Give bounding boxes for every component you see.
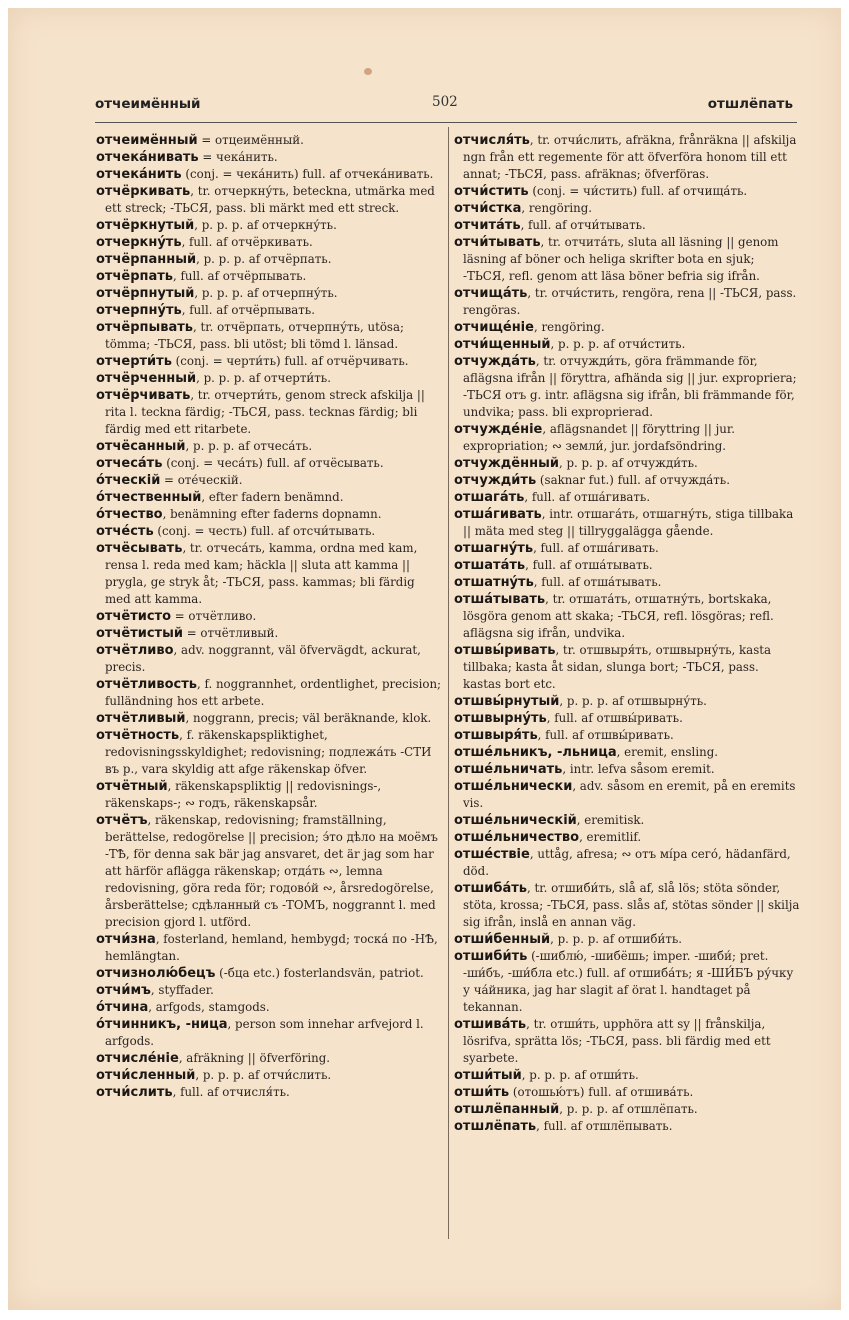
entry-definition: , person som innehar arfvejord l. arfgods. (105, 1017, 424, 1048)
entry-headword: отше́льничать (454, 762, 563, 777)
dictionary-entry (96, 965, 442, 982)
entry-definition: , tr. отчи́стить, rengöra, rena || -ТЬСЯ, pass. rengöras. (463, 286, 797, 317)
entry-definition: , p. p. p. af отчёрпать. (196, 252, 332, 266)
dictionary-entry (454, 642, 800, 693)
entry-definition: , tr. отшата́ть, отшатну́ть, bortskaka, lösgöra genom att skaka; -ТЬСЯ, refl. lösgöras; refl. aflägsna sig ifrån, undvika. (463, 592, 774, 640)
dictionary-entry (454, 1067, 800, 1084)
entry-definition: , arfgods, stamgods. (148, 1000, 270, 1014)
dictionary-entry (454, 948, 800, 1016)
entry-definition: , tr. отшвыря́ть, отшвырну́ть, kasta tillbaka; kasta åt sidan, slunga bort; -ТЬСЯ, pass. kastas bort etc. (463, 643, 772, 691)
entry-headword: отше́льничество (454, 830, 580, 845)
entry-headword: отчища́ть (454, 286, 528, 301)
dictionary-entry (454, 353, 800, 421)
entry-definition: , räkenskapspliktig || redovisnings-, räkenskaps-; ∾ годъ, räkenskapsår. (105, 779, 382, 810)
entry-definition: , p. p. p. af отшвырну́ть. (559, 694, 707, 708)
dictionary-entry (454, 506, 800, 540)
entry-headword: отчизнолю́бецъ (96, 966, 216, 981)
entry-definition: , full. af отчёрпывать. (173, 269, 307, 283)
column-divider (448, 127, 449, 1239)
entry-definition: , tr. отшиби́ть, slå af, slå lös; stöta sönder, stöta, krossa; -ТЬСЯ, pass. slås af, stötas sönder || skilja sig ifrån, inslå en annan väg. (463, 881, 800, 929)
entry-definition: , aflägsnandet || föryttring || jur. expropriation; ∾ земли́, jur. jordafsöndring. (463, 422, 735, 453)
dictionary-entry (454, 761, 800, 778)
page-number: 502 (432, 94, 458, 110)
entry-headword: отчеса́ть (96, 456, 163, 471)
entry-headword: отчи́мъ (96, 983, 151, 998)
entry-headword: о́тчина (96, 1000, 149, 1015)
entry-definition: , full. af отша́гивать. (533, 541, 659, 555)
dictionary-entry (96, 523, 442, 540)
entry-headword: отчёркнутый (96, 218, 195, 233)
entry-definition: , tr. отчёрпать, отчерпну́ть, utösa; tömma; -ТЬСЯ, pass. bli utöst; bli tömd l. länsad. (105, 320, 404, 351)
dictionary-entry (454, 693, 800, 710)
entry-definition: , tr. отчи́слить, afräkna, frånräkna || afskilja ngn från ett regemente för att öfverföra honom till ett annat; -ТЬСЯ, pass. afräknas; öfverföras. (463, 133, 797, 181)
entry-definition: , p. p. p. af отчи́слить. (195, 1068, 332, 1082)
entry-headword: отчётливость (96, 677, 197, 692)
dictionary-entry (454, 557, 800, 574)
entry-definition: , styffader. (150, 983, 214, 997)
dictionary-entry (96, 812, 442, 931)
entry-definition: = оте́ческій. (160, 473, 243, 487)
entry-headword: отчёрпывать (96, 320, 194, 335)
dictionary-entry (96, 999, 442, 1016)
entry-definition: , full. af отчисля́ть. (172, 1085, 290, 1099)
entry-definition: (saknar fut.) full. af отчужда́ть. (536, 473, 730, 487)
dictionary-entry (454, 1118, 800, 1135)
entry-headword: отчужда́ть (454, 354, 536, 369)
entry-headword: отше́льникъ, -льница (454, 745, 617, 760)
dictionary-entry (454, 846, 800, 880)
dictionary-entry (96, 166, 442, 183)
dictionary-entry (96, 132, 442, 149)
entry-headword: отшагну́ть (454, 541, 534, 556)
entry-headword: отчёрпанный (96, 252, 197, 267)
entry-headword: отчётливо (96, 643, 174, 658)
entry-definition: , f. räkenskapspliktighet, redovisningsskyldighet; redovisning; подлежа́ть -СТИ въ р., vara skyldig att afge räkenskap öfver. (105, 728, 432, 776)
entry-definition: , full. af отшвы́ривать. (546, 711, 683, 725)
dictionary-entry (454, 778, 800, 812)
entry-headword: отши́ть (454, 1085, 510, 1100)
entry-definition: , rengöring. (533, 320, 605, 334)
dictionary-entry (96, 1016, 442, 1050)
dictionary-entry (96, 387, 442, 438)
dictionary-entry (96, 540, 442, 608)
entry-headword: отчи́стить (454, 184, 529, 199)
dictionary-entry (454, 540, 800, 557)
entry-definition: (conj. = честь) full. af отсчи́тывать. (153, 524, 376, 538)
header-left-guideword: отчеимённый (95, 96, 201, 112)
entry-definition: , p. p. p. af отчерти́ть. (196, 371, 331, 385)
entry-definition: , full. af отчёркивать. (181, 235, 313, 249)
dictionary-entry (454, 591, 800, 642)
dictionary-entry (96, 251, 442, 268)
entry-headword: о́тческій (96, 473, 161, 488)
entry-headword: отше́ствіе (454, 847, 530, 862)
entry-headword: отчерти́ть (96, 354, 172, 369)
entry-definition: , fosterland, hemland, hembygd; тоска́ по -НѢ, hemlängtan. (105, 932, 438, 963)
entry-definition: , adv. såsom en eremit, på en eremits vis. (463, 779, 796, 810)
entry-headword: отша́гивать (454, 507, 542, 522)
entry-headword: отчёсывать (96, 541, 183, 556)
entry-headword: отчеркну́ть (96, 235, 182, 250)
entry-headword: отчерпну́ть (96, 303, 182, 318)
entry-headword: отши́бенный (454, 932, 551, 947)
entry-headword: отчека́нить (96, 167, 182, 182)
entry-headword: отша́тывать (454, 592, 546, 607)
entry-definition: (conj. = чека́нить) full. af отчека́нивать. (181, 167, 434, 181)
entry-headword: отшвы́ривать (454, 643, 556, 658)
entry-definition: , full. af отша́гивать. (524, 490, 651, 504)
entry-definition: , tr. отчерти́ть, genom streck afskilja || rita l. teckna färdig; -ТЬСЯ, pass. tecknas färdig; bli färdig med ett ritarbete. (105, 388, 425, 436)
entry-headword: отшатну́ть (454, 575, 534, 590)
entry-headword: отчётистый (96, 626, 183, 641)
dictionary-entry (96, 608, 442, 625)
entry-definition: , intr. отшага́ть, отшагну́ть, stiga tillbaka || mäta med steg || tillryggalägga gående. (463, 507, 794, 538)
entry-definition: , tr. отчеркну́ть, beteckna, utmärka med ett streck; -ТЬСЯ, pass. bli märkt med ett streck. (105, 184, 435, 215)
dictionary-entry (454, 744, 800, 761)
entry-definition: = отцеимённый. (197, 133, 304, 147)
dictionary-entry (454, 489, 800, 506)
dictionary-entry (96, 710, 442, 727)
dictionary-entry (454, 200, 800, 217)
entry-headword: отшлёпанный (454, 1102, 560, 1117)
dictionary-entry (454, 574, 800, 591)
entry-definition: , tr. отчеса́ть, kamma, ordna med kam, rensa l. reda med kam; häckla || sluta att kamma || prygla, ge stryk åt; -ТЬСЯ, pass. kammas; bli färdig med att kamma. (105, 541, 418, 606)
dictionary-entry (96, 234, 442, 251)
entry-headword: отшага́ть (454, 490, 525, 505)
entry-definition: , eremit, ensling. (616, 745, 719, 759)
entry-definition: , uttåg, afresa; ∾ отъ мíра сего́, hädanfärd, död. (463, 847, 791, 878)
entry-headword: отчёрпнутый (96, 286, 195, 301)
dictionary-entry (96, 183, 442, 217)
dictionary-entry (454, 931, 800, 948)
entry-definition: , eremitisk. (576, 813, 645, 827)
entry-headword: отчеимённый (96, 133, 198, 148)
dictionary-entry (96, 625, 442, 642)
entry-definition: , tr. отчужди́ть, göra främmande för, aflägsna ifrån || föryttra, afhända sig || jur. expropriera; -ТЬСЯ отъ g. intr. aflägsna sig ifrån, bli främmande för, undvika; pass. bli exproprierad. (463, 354, 797, 419)
dictionary-entry (96, 353, 442, 370)
dictionary-entry (96, 319, 442, 353)
dictionary-entry (96, 982, 442, 999)
entry-headword: отчи́тывать (454, 235, 541, 250)
entry-definition: = отчётливо. (171, 609, 257, 623)
entry-headword: отчужде́ніе (454, 422, 543, 437)
entry-headword: отче́сть (96, 524, 154, 539)
entry-definition: (conj. = чеса́ть) full. af отчёсывать. (162, 456, 384, 470)
entry-definition: , full. af отчёрпывать. (181, 303, 315, 317)
dictionary-entry (454, 319, 800, 336)
entry-definition: , p. p. p. af отши́ть. (521, 1068, 639, 1082)
entry-headword: отчёсанный (96, 439, 186, 454)
dictionary-entry (454, 234, 800, 285)
dictionary-entry (96, 1050, 442, 1067)
entry-headword: отши́тый (454, 1068, 522, 1083)
entry-definition: , intr. lefva såsom eremit. (562, 762, 715, 776)
entry-definition: , p. p. p. af отчеркну́ть. (194, 218, 337, 232)
entry-headword: отчи́сленный (96, 1068, 196, 1083)
dictionary-entry (96, 302, 442, 319)
entry-definition: , full. af отша́тывать. (533, 575, 662, 589)
paper-stain (364, 68, 372, 75)
dictionary-entry (96, 778, 442, 812)
entry-headword: отшата́ть (454, 558, 526, 573)
entry-headword: отчёрченный (96, 371, 197, 386)
dictionary-entry (96, 489, 442, 506)
entry-headword: отшива́ть (454, 1017, 527, 1032)
dictionary-entry (96, 1067, 442, 1084)
dictionary-entry (96, 217, 442, 234)
entry-headword: отчи́щенный (454, 337, 551, 352)
dictionary-entry (96, 642, 442, 676)
dictionary-entry (454, 336, 800, 353)
entry-definition: = чека́нить. (198, 150, 278, 164)
dictionary-entry (454, 812, 800, 829)
entry-headword: отше́льнически (454, 779, 573, 794)
entry-headword: отчужди́ть (454, 473, 537, 488)
dictionary-entry (454, 1101, 800, 1118)
right-column (454, 132, 800, 1135)
entry-definition: , eremitlif. (579, 830, 642, 844)
entry-definition: , full. af отша́тывать. (525, 558, 653, 572)
entry-definition: (-бца etc.) fosterlandsvän, patriot. (215, 966, 424, 980)
dictionary-entry (454, 217, 800, 234)
entry-definition: , benämning efter faderns dopnamn. (162, 507, 382, 521)
entry-headword: отчёрчивать (96, 388, 191, 403)
entry-definition: , efter fadern benämnd. (201, 490, 344, 504)
entry-definition: , full. af отшлёпывать. (536, 1119, 673, 1133)
entry-headword: отчи́слить (96, 1085, 173, 1100)
entry-definition: , p. p. p. af отшлёпать. (559, 1102, 698, 1116)
entry-headword: отчётность (96, 728, 180, 743)
dictionary-entry (454, 829, 800, 846)
entry-definition: (conj. = чи́стить) full. af отчища́ть. (528, 184, 748, 198)
dictionary-entry (454, 880, 800, 931)
dictionary-entry (96, 472, 442, 489)
left-column (96, 132, 442, 1101)
entry-headword: отчисле́ніе (96, 1051, 179, 1066)
entry-definition: , full. af отшвы́ривать. (537, 728, 674, 742)
dictionary-entry (96, 370, 442, 387)
entry-headword: отчётный (96, 779, 168, 794)
dictionary-entry (96, 149, 442, 166)
dictionary-entry (96, 931, 442, 965)
dictionary-entry (454, 183, 800, 200)
dictionary-entry (96, 285, 442, 302)
dictionary-entry (454, 455, 800, 472)
entry-definition: (conj. = черти́ть) full. af отчёрчивать. (171, 354, 409, 368)
dictionary-entry (96, 1084, 442, 1101)
entry-definition: , p. p. p. af отчи́стить. (550, 337, 686, 351)
dictionary-entry (96, 268, 442, 285)
entry-definition: (отошью́тъ) full. af отшива́ть. (509, 1085, 694, 1099)
dictionary-entry (454, 472, 800, 489)
entry-definition: , räkenskap, redovisning; framställning, berättelse, redogörelse || precision; э́то дѣло на моёмъ -ТѢ, för denna sak bär jag ansvaret, det är jag som har att härför aflägga räkenskap; отда́ть ∾, lemna redovisning, göra reda för; годово́й ∾, årsredogörelse, årsberättelse; сдѣланный съ -ТОМЪ, noggrannt l. med precision gjord l. utförd. (105, 813, 438, 929)
dictionary-entry (454, 421, 800, 455)
entry-definition: , f. noggrannhet, ordentlighet, precision; fulländning hos ett arbete. (105, 677, 442, 708)
entry-headword: отшвы́рнутый (454, 694, 560, 709)
dictionary-page (8, 8, 841, 1310)
entry-headword: отчуждённый (454, 456, 559, 471)
entry-headword: о́тчество (96, 507, 163, 522)
dictionary-entry (96, 455, 442, 472)
entry-headword: отше́льническій (454, 813, 577, 828)
entry-headword: отшвыря́ть (454, 728, 538, 743)
dictionary-entry (96, 438, 442, 455)
entry-headword: отчёрпать (96, 269, 174, 284)
entry-definition: , adv. noggrannt, väl öfvervägdt, ackurat, precis. (105, 643, 421, 674)
dictionary-entry (96, 676, 442, 710)
entry-definition: , full. af отчи́тывать. (520, 218, 646, 232)
dictionary-entry (454, 710, 800, 727)
entry-headword: о́тчественный (96, 490, 202, 505)
entry-definition: , rengöring. (521, 201, 593, 215)
entry-definition: , afräkning || öfverföring. (178, 1051, 331, 1065)
entry-definition: , p. p. p. af отчерпну́ть. (194, 286, 338, 300)
entry-headword: отчётисто (96, 609, 172, 624)
dictionary-entry (96, 506, 442, 523)
entry-headword: отчисля́ть (454, 133, 530, 148)
entry-definition: , p. p. p. af отчужди́ть. (558, 456, 698, 470)
entry-headword: отчита́ть (454, 218, 521, 233)
entry-headword: отчище́ніе (454, 320, 534, 335)
dictionary-entry (454, 1084, 800, 1101)
dictionary-entry (454, 132, 800, 183)
entry-headword: отшиби́ть (454, 949, 528, 964)
entry-headword: отшиба́ть (454, 881, 527, 896)
dictionary-entry (454, 285, 800, 319)
entry-definition: = отчётливый. (182, 626, 279, 640)
entry-headword: отчи́зна (96, 932, 156, 947)
entry-definition: (-шиблю́, -шибёшь; imper. -шиби́; pret. -ши́бъ, -ши́бла etc.) full. af отшиба́ть; я -ШИ́БЪ ру́чку у ча́йника, jag har slagit af örat l. handtaget på tekannan. (463, 949, 794, 1014)
entry-headword: отшлёпать (454, 1119, 537, 1134)
header-rule (95, 122, 797, 123)
entry-headword: отчётъ (96, 813, 148, 828)
header-right-guideword: отшлёпать (707, 96, 793, 112)
dictionary-entry (454, 1016, 800, 1067)
entry-headword: отчётливый (96, 711, 186, 726)
entry-headword: отшвырну́ть (454, 711, 547, 726)
dictionary-entry (96, 727, 442, 778)
entry-definition: , tr. отчита́ть, sluta all läsning || genom läsning af böner och heliga skrifter bota en sjuk; -ТЬСЯ, refl. genom att läsa böner befria sig ifrån. (463, 235, 779, 283)
entry-headword: о́тчинникъ, -ница (96, 1017, 228, 1032)
dictionary-entry (454, 727, 800, 744)
entry-definition: , p. p. p. af отшиби́ть. (550, 932, 683, 946)
entry-headword: отчёркивать (96, 184, 191, 199)
entry-definition: , p. p. p. af отчеса́ть. (185, 439, 313, 453)
entry-headword: отчи́стка (454, 201, 522, 216)
entry-definition: , noggrann, precis; väl beräknande, klok. (185, 711, 432, 725)
entry-definition: , tr. отши́ть, upphöra att sy || frånskilja, lösrifva, sprätta lös; -ТЬСЯ, pass. bli färdig med ett syarbete. (463, 1017, 771, 1065)
entry-headword: отчека́нивать (96, 150, 199, 165)
